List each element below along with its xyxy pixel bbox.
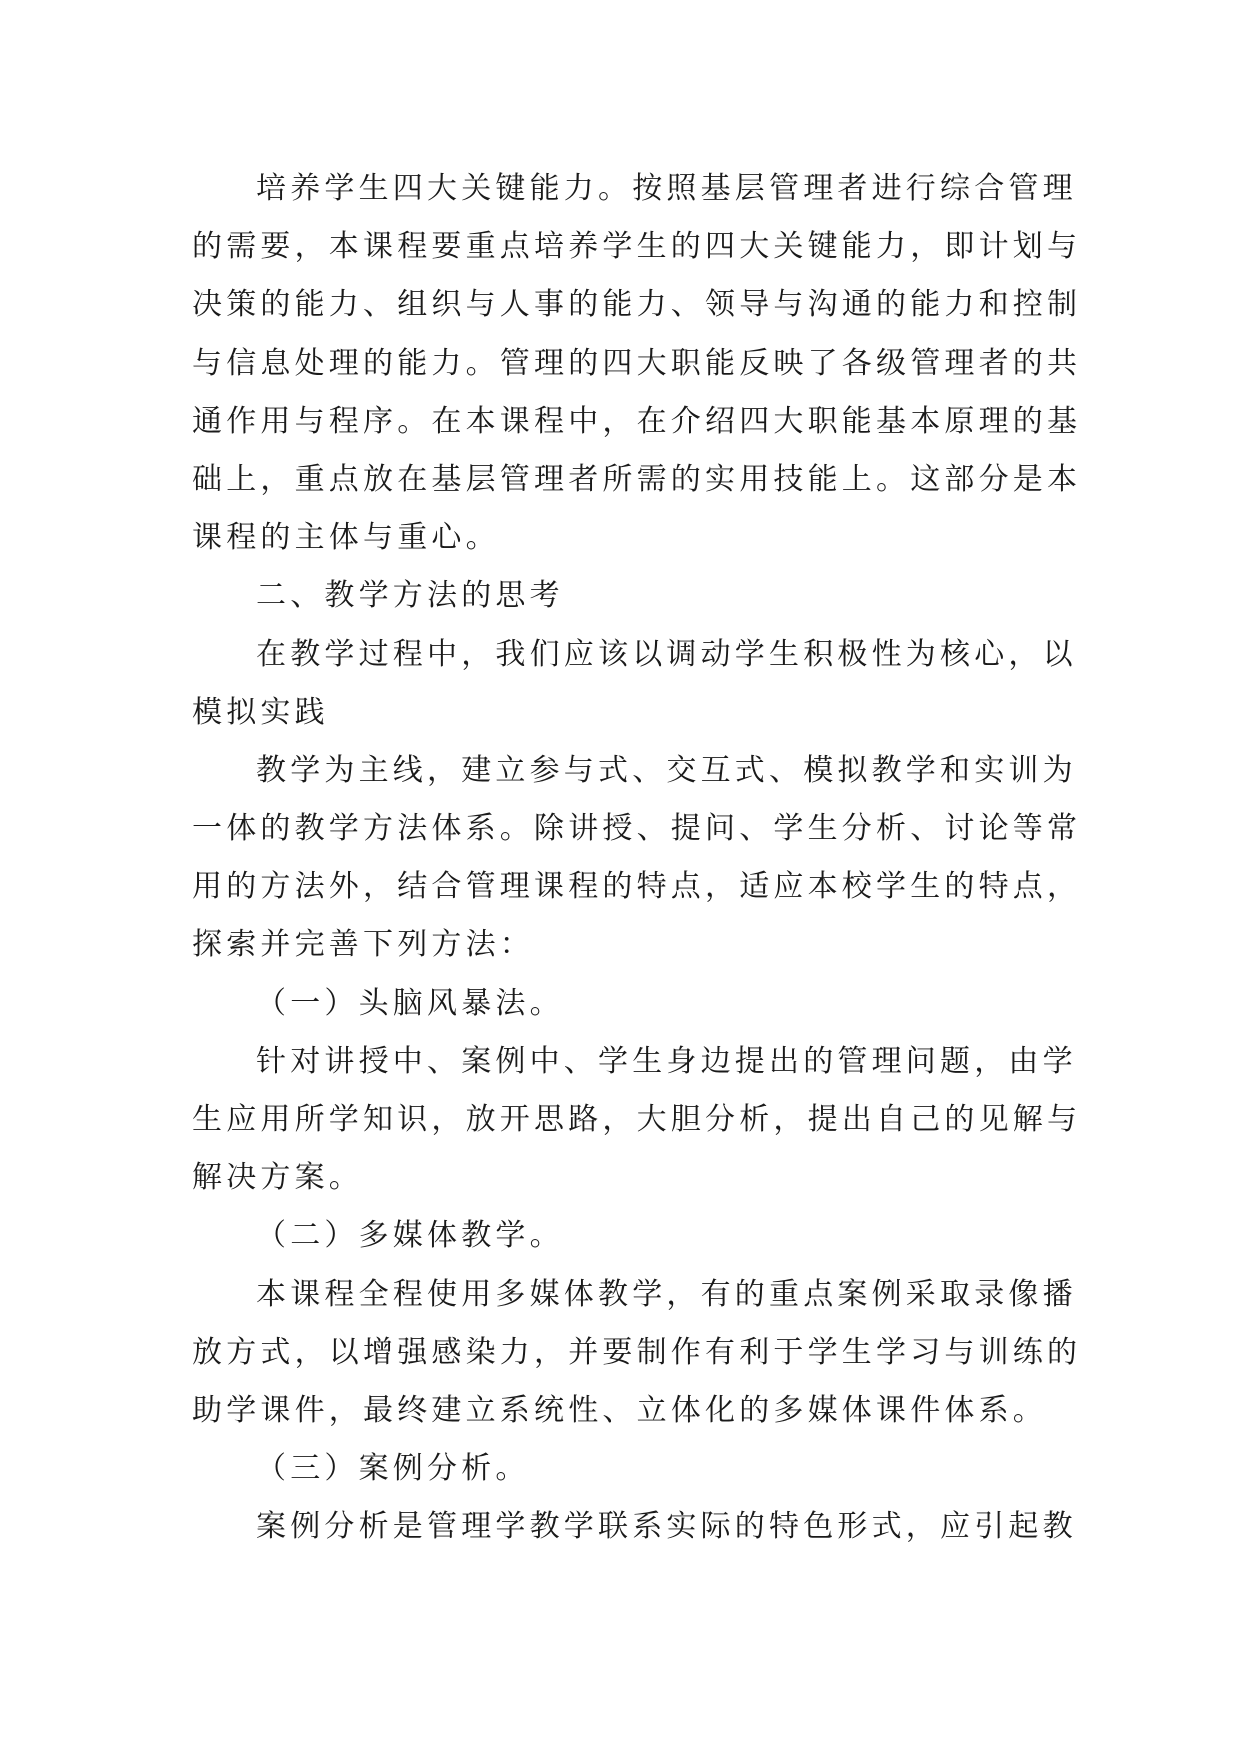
text-line: 用的方法外，结合管理课程的特点，适应本校学生的特点，	[192, 869, 1082, 905]
text-line: 通作用与程序。在本课程中，在介绍四大职能基本原理的基	[192, 403, 1082, 439]
text-line: 础上，重点放在基层管理者所需的实用技能上。这部分是本	[192, 461, 1082, 497]
subsection-heading: （三）案例分析。	[256, 1451, 530, 1487]
text-line: 解决方案。	[192, 1160, 363, 1196]
body-text	[192, 160, 1082, 1557]
text-line: 放方式，以增强感染力，并要制作有利于学生学习与训练的	[192, 1334, 1082, 1370]
section-heading: 二、教学方法的思考	[256, 578, 564, 614]
text-line: 案例分析是管理学教学联系实际的特色形式，应引起教	[256, 1509, 1077, 1545]
text-line: 针对讲授中、案例中、学生身边提出的管理问题，由学	[256, 1043, 1077, 1079]
text-line: 生应用所学知识，放开思路，大胆分析，提出自己的见解与	[192, 1102, 1082, 1137]
text-line: 教学为主线，建立参与式、交互式、模拟教学和实训为	[256, 752, 1077, 788]
text-line: 在教学过程中，我们应该以调动学生积极性为核心，以	[256, 636, 1077, 672]
text-line: 探索并完善下列方法：	[192, 927, 534, 963]
text-line: 决策的能力、组织与人事的能力、领导与沟通的能力和控制	[192, 287, 1082, 323]
text-line: 模拟实践	[192, 694, 329, 730]
subsection-heading: （一）头脑风暴法。	[256, 985, 564, 1021]
text-line: 课程的主体与重心。	[192, 520, 500, 556]
text-line: 一体的教学方法体系。除讲授、提问、学生分析、讨论等常	[192, 811, 1082, 847]
text-line: 与信息处理的能力。管理的四大职能反映了各级管理者的共	[192, 345, 1082, 381]
text-line: 助学课件，最终建立系统性、立体化的多媒体课件体系。	[192, 1392, 1047, 1428]
text-line: 本课程全程使用多媒体教学，有的重点案例采取录像播	[256, 1276, 1077, 1312]
text-line: 的需要，本课程要重点培养学生的四大关键能力，即计划与	[192, 229, 1082, 265]
subsection-heading: （二）多媒体教学。	[256, 1218, 564, 1254]
text-line: 培养学生四大关键能力。按照基层管理者进行综合管理	[256, 171, 1077, 206]
